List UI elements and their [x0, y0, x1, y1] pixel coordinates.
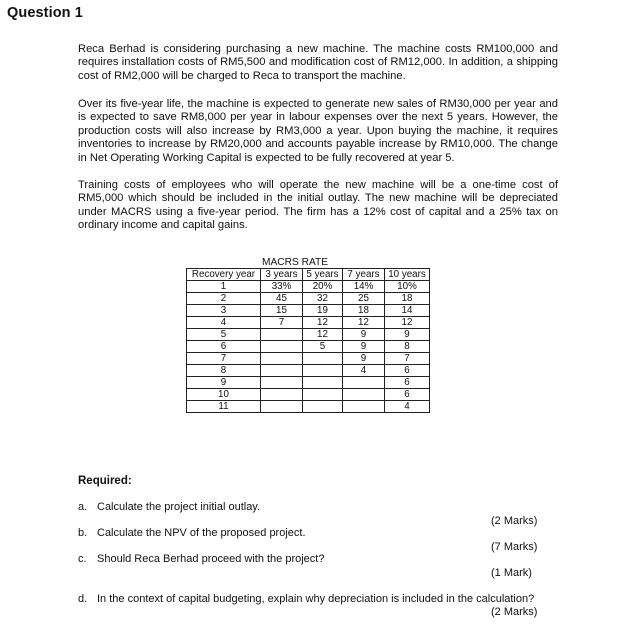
rate-cell: 5	[303, 341, 343, 353]
rate-cell: 9	[343, 353, 385, 365]
rate-cell	[343, 377, 385, 389]
rate-cell: 6	[385, 365, 430, 377]
question-d-marks: (2 Marks)	[491, 606, 538, 618]
table-row	[187, 353, 430, 365]
rate-cell: 7	[261, 317, 303, 329]
rate-cell: 25	[343, 293, 385, 305]
macrs-rate-table	[186, 268, 430, 413]
rate-cell: 9	[343, 341, 385, 353]
question-d	[78, 593, 534, 605]
question-a-marks: (2 Marks)	[491, 515, 538, 527]
header-7-years: 7 years	[343, 269, 385, 281]
question-c	[78, 553, 324, 565]
rate-cell: 12	[303, 329, 343, 341]
rate-cell	[303, 389, 343, 401]
recovery-year-cell: 8	[187, 365, 261, 377]
header-3-years: 3 years	[261, 269, 303, 281]
rate-cell	[261, 341, 303, 353]
table-header-row	[187, 269, 430, 281]
question-a	[78, 501, 260, 513]
rate-cell: 8	[385, 341, 430, 353]
rate-cell: 6	[385, 389, 430, 401]
header-10-years: 10 years	[385, 269, 430, 281]
rate-cell: 18	[343, 305, 385, 317]
question-d-letter: d.	[78, 593, 88, 605]
question-a-text: Calculate the project initial outlay.	[97, 501, 261, 513]
table-row	[187, 329, 430, 341]
rate-cell: 20%	[303, 281, 343, 293]
rate-cell: 9	[343, 329, 385, 341]
rate-cell: 45	[261, 293, 303, 305]
rate-cell: 12	[385, 317, 430, 329]
rate-cell	[303, 401, 343, 413]
rate-cell	[261, 389, 303, 401]
rate-cell: 9	[385, 329, 430, 341]
question-b-text: Calculate the NPV of the proposed project.	[97, 527, 306, 539]
rate-cell: 4	[343, 365, 385, 377]
header-5-years: 5 years	[303, 269, 343, 281]
header-recovery-year: Recovery year	[187, 269, 261, 281]
rate-cell	[261, 365, 303, 377]
question-d-text: In the context of capital budgeting, explain why depreciation is included in the calculation?	[97, 593, 535, 605]
table-row	[187, 305, 430, 317]
recovery-year-cell: 6	[187, 341, 261, 353]
rate-cell: 19	[303, 305, 343, 317]
rate-cell: 12	[303, 317, 343, 329]
rate-cell	[261, 377, 303, 389]
required-heading: Required:	[78, 475, 132, 487]
recovery-year-cell: 3	[187, 305, 261, 317]
rate-cell: 15	[261, 305, 303, 317]
rate-cell: 12	[343, 317, 385, 329]
paragraph-machine-costs: Reca Berhad is considering purchasing a new machine. The machine costs RM100,000 and requires installation costs of RM5,500 and modification cost of RM12,000. In addition, a shipping cost of RM2,000 will be charged to Reca to transport the machine.	[78, 43, 558, 82]
table-row	[187, 389, 430, 401]
table-row	[187, 401, 430, 413]
rate-cell	[261, 329, 303, 341]
recovery-year-cell: 7	[187, 353, 261, 365]
rate-cell: 7	[385, 353, 430, 365]
recovery-year-cell: 9	[187, 377, 261, 389]
question-c-marks: (1 Mark)	[491, 567, 532, 579]
recovery-year-cell: 4	[187, 317, 261, 329]
question-c-letter: c.	[78, 553, 87, 565]
recovery-year-cell: 1	[187, 281, 261, 293]
rate-cell	[303, 365, 343, 377]
recovery-year-cell: 5	[187, 329, 261, 341]
rate-cell: 6	[385, 377, 430, 389]
table-row	[187, 365, 430, 377]
rate-cell: 4	[385, 401, 430, 413]
macrs-table-body	[187, 281, 430, 413]
rate-cell: 14	[385, 305, 430, 317]
rate-cell: 33%	[261, 281, 303, 293]
rate-cell: 32	[303, 293, 343, 305]
table-row	[187, 281, 430, 293]
question-b	[78, 527, 306, 539]
question-title: Question 1	[7, 5, 83, 21]
question-a-letter: a.	[78, 501, 88, 513]
macrs-table-title: MACRS RATE	[261, 257, 329, 268]
table-row	[187, 317, 430, 329]
rate-cell	[343, 389, 385, 401]
paragraph-operating-effects: Over its five-year life, the machine is expected to generate new sales of RM30,000 per year and is expected to save RM8,000 per year in labour expenses over the next 5 years. However, the production costs will also increase by RM3,000 a year. Upon buying the machine, it requires inventories to increase by RM20,000 and accounts payable increase by RM10,000. The change in Net Operating Working Capital is expected to be fully recovered at year 5.	[78, 98, 558, 164]
table-row	[187, 293, 430, 305]
rate-cell: 14%	[343, 281, 385, 293]
rate-cell: 18	[385, 293, 430, 305]
rate-cell	[343, 401, 385, 413]
paragraph-training-and-tax: Training costs of employees who will operate the new machine will be a one-time cost of RM5,000 which should be included in the initial outlay. The new machine will be depreciated under MACRS using a five-year period. The firm has a 12% cost of capital and a 25% tax on ordinary income and capital gains.	[78, 179, 558, 232]
recovery-year-cell: 11	[187, 401, 261, 413]
table-row	[187, 341, 430, 353]
rate-cell	[261, 401, 303, 413]
recovery-year-cell: 10	[187, 389, 261, 401]
question-b-marks: (7 Marks)	[491, 541, 538, 553]
recovery-year-cell: 2	[187, 293, 261, 305]
table-row	[187, 377, 430, 389]
rate-cell: 10%	[385, 281, 430, 293]
rate-cell	[303, 377, 343, 389]
question-c-text: Should Reca Berhad proceed with the project?	[97, 553, 325, 565]
rate-cell	[261, 353, 303, 365]
rate-cell	[303, 353, 343, 365]
question-b-letter: b.	[78, 527, 88, 539]
